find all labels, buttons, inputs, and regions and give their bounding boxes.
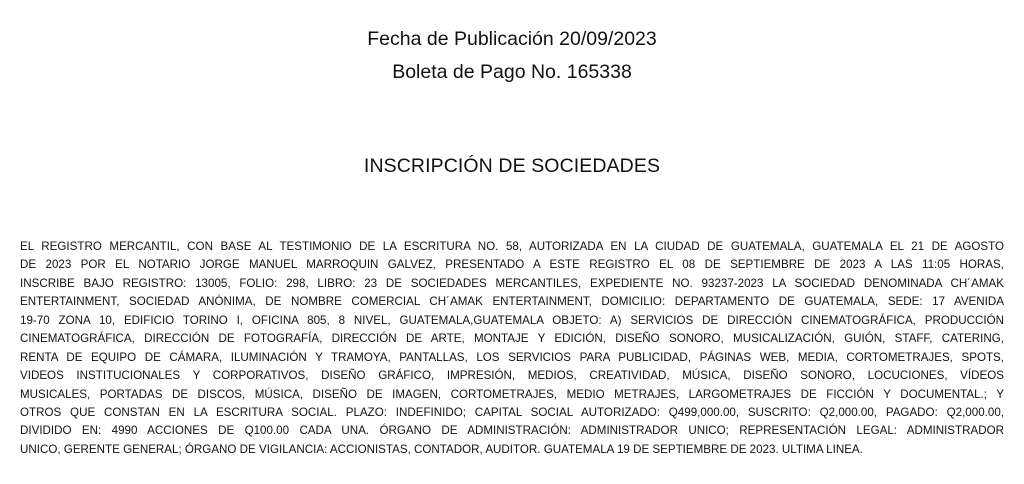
- body-line: OTROS QUE CONSTAN EN LA ESCRITURA SOCIAL. PLAZO: INDEFINIDO; CAPITAL SOCIAL AUTORIZADO: Q499,000.00, SUSCRITO: Q2,000.00, PAGADO: Q2,000.00,: [20, 405, 1004, 419]
- body-line: RENTA DE EQUIPO DE CÁMARA, ILUMINACIÓN Y TRAMOYA, PANTALLAS, LOS SERVICIOS PARA PUBLICIDAD, PÁGINAS WEB, MEDIA, CORTOMETRAJES, SPOTS,: [20, 350, 1004, 364]
- payment-receipt-number: Boleta de Pago No. 165338: [392, 61, 632, 83]
- publication-date: Fecha de Publicación 20/09/2023: [367, 28, 657, 50]
- body-line: ENTERTAINMENT, SOCIEDAD ANÓNIMA, DE NOMBRE COMERCIAL CH´AMAK ENTERTAINMENT, DOMICILIO: DEPARTAMENTO DE GUATEMALA, SEDE: 17 AVENIDA: [20, 295, 1004, 309]
- body-line: DIVIDIDO EN: 4990 ACCIONES DE Q100.00 CADA UNA. ÓRGANO DE ADMINISTRACIÓN: ADMINISTRADOR UNICO; REPRESENTACIÓN LEGAL: ADMINISTRADOR: [20, 424, 1004, 438]
- body-line: EL REGISTRO MERCANTIL, CON BASE AL TESTIMONIO DE LA ESCRITURA NO. 58, AUTORIZADA EN LA CIUDAD DE GUATEMALA, GUATEMALA EL 21 DE AGOSTO: [20, 240, 1004, 253]
- body-line: INSCRIBE BAJO REGISTRO: 13005, FOLIO: 298, LIBRO: 23 DE SOCIEDADES MERCANTILES, EXPEDIENTE NO. 93237-2023 LA SOCIEDAD DENOMINADA CH´AMAK: [20, 276, 1004, 290]
- body-line: 19-70 ZONA 10, EDIFICIO TORINO I, OFICINA 805, 8 NIVEL, GUATEMALA,GUATEMALA OBJETO: A) SERVICIOS DE DIRECCIÓN CINEMATOGRÁFICA, PRODUCCIÓN: [20, 313, 1004, 327]
- body-line: CINEMATOGRÁFICA, DIRECCIÓN DE FOTOGRAFÍA, DIRECCIÓN DE ARTE, MONTAJE Y EDICIÓN, DISEÑO SONORO, MUSICALIZACIÓN, GUIÓN, STAFF, CATERING,: [20, 332, 1004, 346]
- registration-notice-body: [20, 238, 1004, 459]
- body-line: UNICO, GERENTE GENERAL; ÓRGANO DE VIGILANCIA: ACCIONISTAS, CONTADOR, AUDITOR. GUATEMALA 19 DE SEPTIEMBRE DE 2023. ULTIMA LINEA.: [20, 442, 863, 456]
- section-title: INSCRIPCIÓN DE SOCIEDADES: [363, 155, 661, 177]
- body-line: MUSICALES, PORTADAS DE DISCOS, MÚSICA, DISEÑO DE IMAGEN, CORTOMETRAJES, MEDIO METRAJES, LARGOMETRAJES DE FICCIÓN Y DOCUMENTAL.; Y: [20, 387, 1004, 401]
- body-line: DE 2023 POR EL NOTARIO JORGE MANUEL MARROQUIN GALVEZ, PRESENTADO A ESTE REGISTRO EL 08 DE SEPTIEMBRE DE 2023 A LAS 11:05 HORAS,: [20, 258, 1004, 272]
- body-line: VIDEOS INSTITUCIONALES Y CORPORATIVOS, DISEÑO GRÁFICO, IMPRESIÓN, MEDIOS, CREATIVIDAD, MÚSICA, DISEÑO SONORO, LOCUCIONES, VÍDEOS: [20, 369, 1004, 383]
